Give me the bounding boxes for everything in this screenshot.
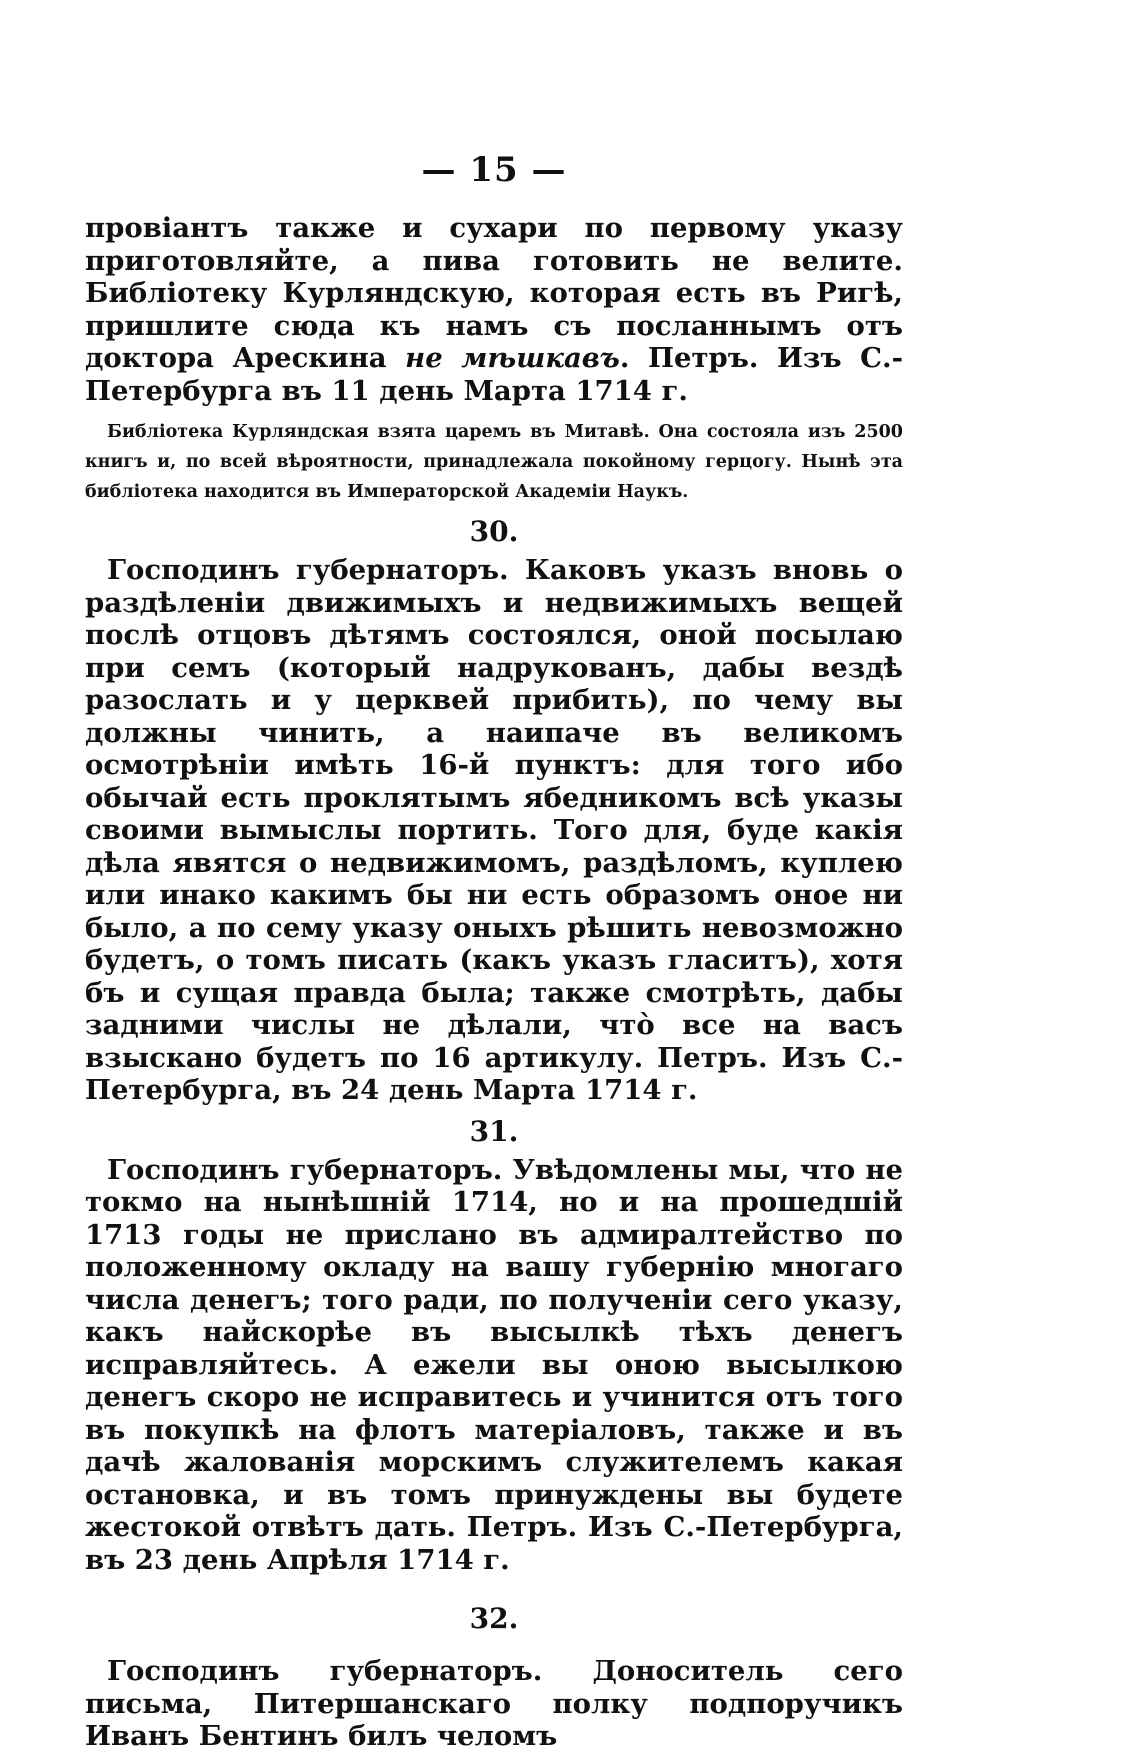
entry-number-32: 32. xyxy=(469,1602,519,1635)
entry-text-31: Господинъ губернаторъ. Увѣдомлены мы, что не токмо на нынѣшній 1714, но и на прошедшій 1713 годы не прислано въ адмиралтейство по положенному окладу на вашу губернію многаго числа денегъ; того ради, по полученіи сего указу, какъ найскорѣе въ высылкѣ тѣхъ денегъ исправляйтесь. А ежели вы оною высылкою денегъ скоро не исправитесь и учинится отъ того въ покупкѣ на флотъ матеріаловъ, также и въ дачѣ жалованія морскимъ служителемъ какая остановка, и въ томъ принуждены вы будете жестокой отвѣтъ дать. Петръ. Изъ С.-Петербурга, въ 23 день Апрѣля 1714 г. xyxy=(85,1153,903,1576)
intro-text-after: . Петръ. Изъ С.-Петербурга въ 11 день Марта 1714 г. xyxy=(85,342,904,407)
entry-text-30: Господинъ губернаторъ. Каковъ указъ вновь о раздѣленіи движимыхъ и недвижимыхъ вещей послѣ отцовъ дѣтямъ состоялся, оной посылаю при семъ (который надрукованъ, дабы вездѣ разослать и у церквей прибить), по чему вы должны чинить, а наипаче въ великомъ осмотрѣніи имѣть 16-й пунктъ: для того ибо обычай есть проклятымъ ябедникомъ всѣ указы своими вымыслы портить. Того для, буде какія дѣла явятся о недвижимомъ, раздѣломъ, куплею или инако какимъ бы ни есть образомъ оное ни было, а по сему указу оныхъ рѣшить невозможно будетъ, о томъ писать (какъ указъ гласитъ), хотя бъ и сущая правда была; также смотрѣть, дабы задними числы не дѣлали, что̀ все на васъ взыскано будетъ по 16 артикулу. Петръ. Изъ С.-Петербурга, въ 24 день Марта 1714 г. xyxy=(85,554,903,1106)
entry-number-31: 31. xyxy=(469,1114,519,1148)
intro-text-before: провіантъ также и сухари по первому указу приготовляйте, а пива готовить не велите. Библіотеку Курляндскую, которая есть въ Ригѣ, пришлите сюда къ намъ съ посланнымъ отъ доктора Арескина xyxy=(85,212,903,374)
page-number: — 15 — xyxy=(421,150,567,190)
entry-text-32: Господинъ губернаторъ. Доноситель сего письма, Питершанскаго полку подпоручикъ Иванъ Бентинъ билъ челомъ xyxy=(85,1655,903,1752)
footnote: Библіотека Курляндская взята царемъ въ Митавѣ. Она состояла изъ 2500 книгъ и, по всей вѣроятности, принадлежала покойному герцогу. Нынѣ эта библіотека находится въ Императорской Академіи Наукъ. xyxy=(85,422,903,502)
entry-number-30: 30. xyxy=(469,515,519,548)
intro-italic-phrase: не мѣшкавъ xyxy=(405,342,620,374)
intro-paragraph xyxy=(85,212,903,407)
book-page xyxy=(85,150,903,1753)
